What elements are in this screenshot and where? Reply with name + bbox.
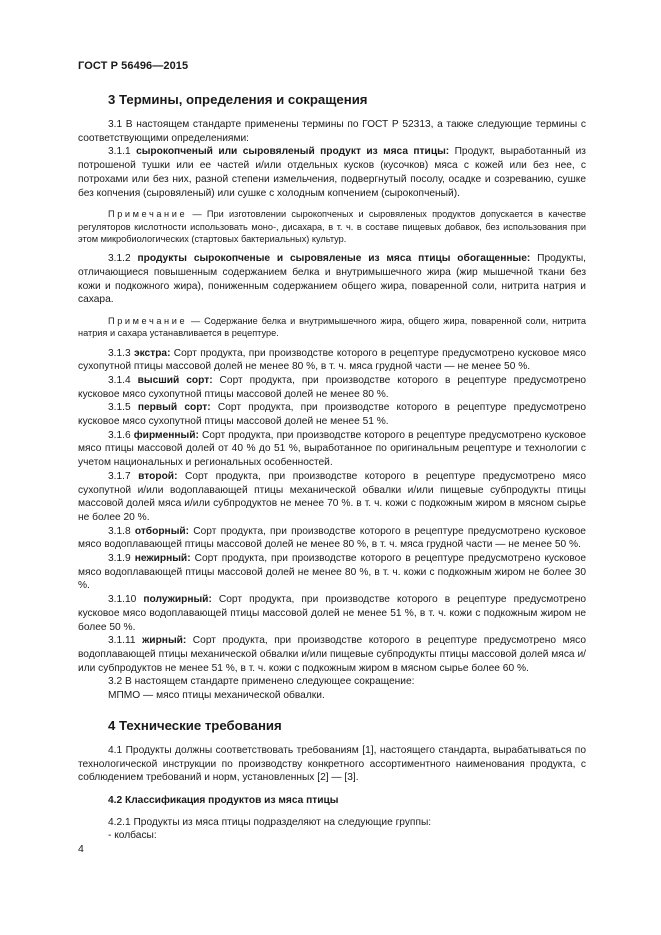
term-name: экстра:	[133, 347, 171, 359]
abbreviation-mpmo: МПМО — мясо птицы механической обвалки.	[108, 690, 325, 702]
note-label: Примечание	[108, 209, 188, 220]
note-1: Примечание — При изготовлении сырокопченых и сыровяленых продуктов допускается в качестве регуляторов кислотности использовать моно-, дисахара, в т. ч. в составе пищевых добавок, без использования при этом микробиологических (стартовых бактериальных) культур.	[78, 209, 586, 244]
paragraph-3-1: 3.1 В настоящем стандарте применены термины по ГОСТ Р 52313, а также следующие термины с соответствующими определениями:	[78, 119, 586, 144]
section-3-heading: 3 Термины, определения и сокращения	[108, 92, 368, 107]
term-name: сырокопченый или сыровяленый продукт из мяса птицы:	[136, 146, 450, 158]
subsection-4-2-heading: 4.2 Классификация продуктов из мяса птицы	[108, 794, 339, 806]
term-3-1-7: 3.1.7 второй: Сорт продукта, при производстве которого в рецептуре предусмотрено мясо сухопутной и/или водоплавающей птицы механической обвалки и/или пищевые субпродукты птицы массовой долей мяса и/или субпродуктов не менее 70 %. в т. ч. кожи с подкожным жиром в мясном сырье не более 20 %.	[78, 470, 586, 523]
term-name: жирный:	[142, 635, 187, 647]
term-name: фирменный:	[133, 429, 199, 441]
paragraph-4-2-1: 4.2.1 Продукты из мяса птицы подразделяют на следующие группы:	[108, 816, 432, 828]
term-3-1-5: 3.1.5 первый сорт: Сорт продукта, при производстве которого в рецептуре предусмотрено кусковое мясо сухопутной птицы массовой долей не менее 51 %.	[78, 402, 586, 428]
note-label: Примечание	[108, 315, 188, 326]
term-name: отборный:	[134, 525, 190, 537]
term-name: второй:	[138, 470, 178, 482]
term-3-1-8: 3.1.8 отборный: Сорт продукта, при производстве которого в рецептуре предусмотрено кусковое мясо водоплавающей птицы массовой долей не менее 80 %, в т. ч. мяса грудной части — не менее 50 %.	[78, 525, 586, 551]
term-3-1-2: 3.1.2 продукты сырокопченые и сыровяленые из мяса птицы обогащенные: Продукты, отличающиеся повышенным содержанием белка и внутримышечного жира (жир мышечной ткани без кожи и подкожного жира), пониженным содержанием общего жира, поваренной соли, нитрита натрия и сахара.	[78, 253, 586, 306]
term-name: продукты сырокопченые и сыровяленые из мяса птицы обогащенные:	[137, 253, 531, 265]
page-content	[78, 91, 586, 843]
term-3-1-3: 3.1.3 экстра: Сорт продукта, при производстве которого в рецептуре предусмотрено кусковое мясо сухопутной птицы массовой долей не менее 80 %, в т. ч. мяса грудной части — не менее 50 %.	[78, 347, 586, 373]
list-item-sausages: - колбасы:	[108, 830, 157, 842]
document-id-header: ГОСТ Р 56496—2015	[78, 60, 189, 72]
term-3-1-1: 3.1.1 сырокопченый или сыровяленый продукт из мяса птицы: Продукт, выработанный из потрошеной тушки или ее частей и/или отдельных кусков (кусочков) мяса с кожей или без нее, с потрохами или без них, разной степени измельчения, подвергнутый посолу, осадке и созреванию, сушке без копчения (сыровяленый) или сушке с холодным копчением (сырокопченый).	[78, 146, 586, 199]
paragraph-4-1: 4.1 Продукты должны соответствовать требованиям [1], настоящего стандарта, вырабатываться по технологической инструкции по производству конкретного ассортиментного наименования продукта, с соблюдением требований и норм, установленных [2] — [3].	[78, 744, 586, 784]
section-4-heading: 4 Технические требования	[108, 717, 282, 733]
term-name: нежирный:	[134, 553, 191, 565]
term-3-1-6: 3.1.6 фирменный: Сорт продукта, при производстве которого в рецептуре предусмотрено кусковое мясо птицы массовой долей от 40 % до 51 %, выработанное по оригинальным рецептуре и технологии с учетом национальных и региональных особенностей.	[78, 429, 586, 469]
term-name: полужирный:	[143, 594, 212, 606]
term-3-1-4: 3.1.4 высший сорт: Сорт продукта, при производстве которого в рецептуре предусмотрено кусковое мясо сухопутной птицы массовой долей не менее 80 %.	[78, 374, 586, 400]
term-3-1-9: 3.1.9 нежирный: Сорт продукта, при производстве которого в рецептуре предусмотрено кусковое мясо водоплавающей птицы массовой долей не менее 80 %, в т. ч. кожи с подкожным жиром не более 30 %.	[78, 553, 586, 592]
term-name: первый сорт:	[137, 402, 211, 414]
term-name: высший сорт:	[137, 374, 213, 386]
term-3-1-10: 3.1.10 полужирный: Сорт продукта, при производстве которого в рецептуре предусмотрено кусковое мясо водоплавающей птицы массовой долей не менее 51 %, в т. ч. кожи с подкожным жиром не более 50 %.	[78, 594, 586, 633]
page-number: 4	[78, 843, 84, 855]
term-3-1-11: 3.1.11 жирный: Сорт продукта, при производстве которого в рецептуре предусмотрено мясо водоплавающей птицы механической обвалки и/или пищевые субпродукты птицы массовой долей мяса и/или субпродуктов не менее 51 %, в т. ч. кожи с подкожным жиром в мясном сырье более 60 %.	[78, 635, 586, 674]
paragraph-3-2: 3.2 В настоящем стандарте применено следующее сокращение:	[108, 676, 415, 688]
note-2: Примечание — Содержание белка и внутримышечного жира, общего жира, поваренной соли, нитрита натрия и сахара устанавливается в рецептуре.	[78, 315, 586, 339]
